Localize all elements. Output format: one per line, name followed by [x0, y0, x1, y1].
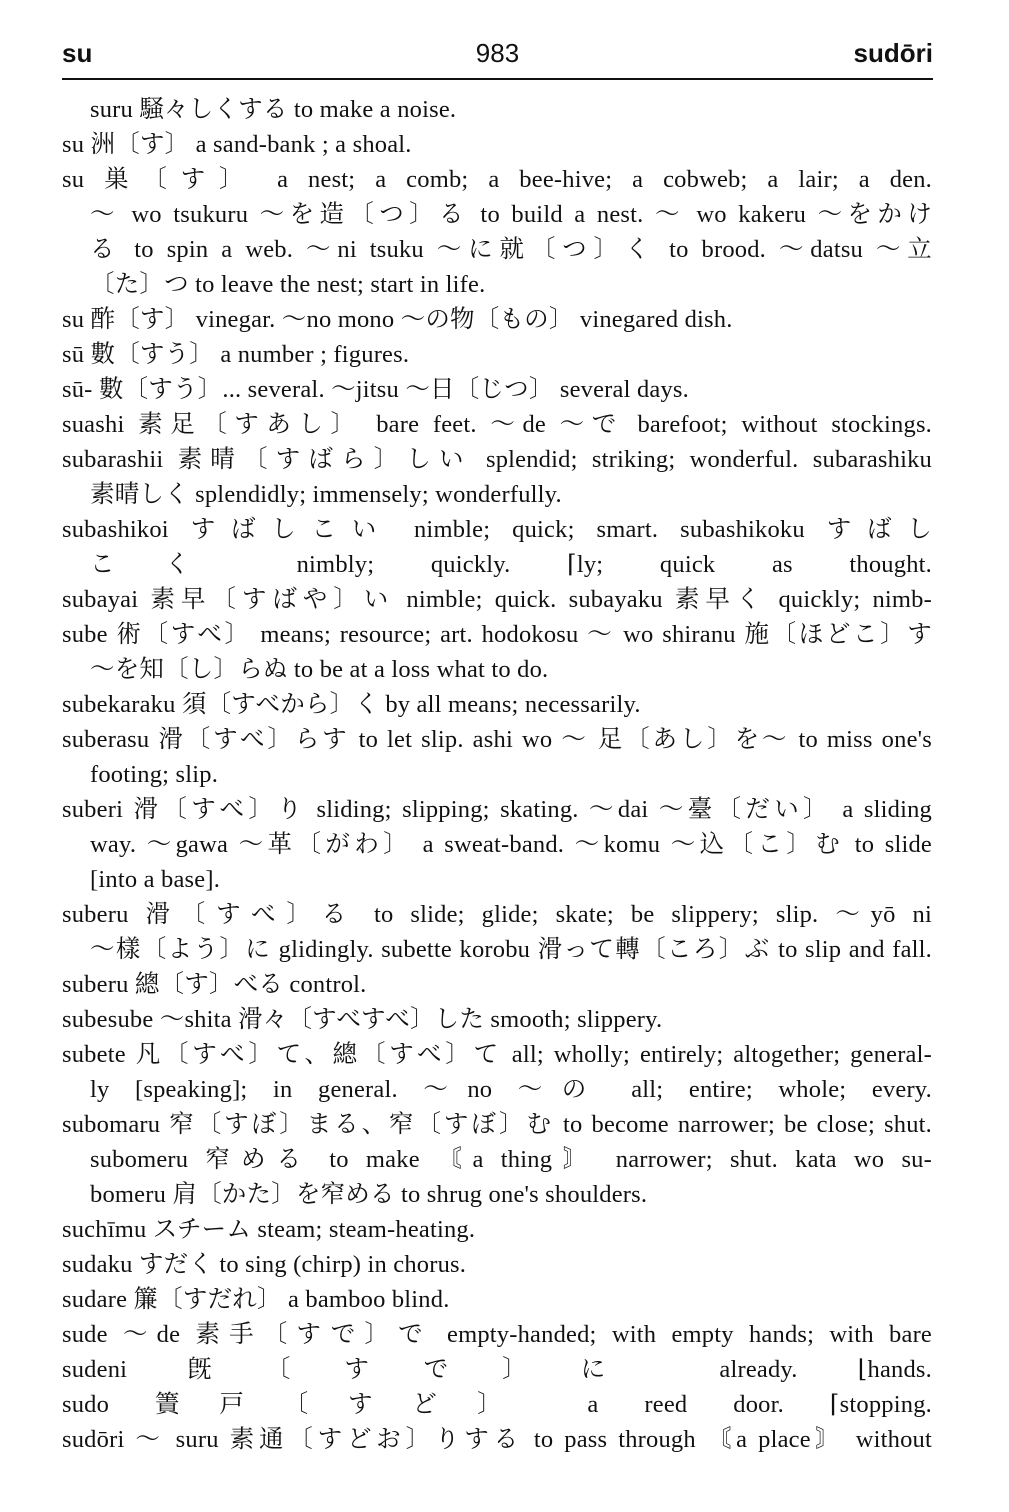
entry-line: suberi 滑〔すべ〕り sliding; slipping; skating. ～dai ～臺〔だい〕 a sliding — [62, 796, 932, 823]
entry-line: sudōri ～ suru 素通〔すどお〕りする to pass through 〘a place〙 without — [62, 1426, 932, 1453]
entry-line: ly [speaking]; in general. ～no ～の all; entire; whole; every. — [90, 1076, 932, 1103]
page-number: 983 — [475, 38, 520, 68]
entry-line: footing; slip. — [90, 761, 219, 788]
entry-line: sudo 簀戸〔すど〕 a reed door. ⌈stopping. — [62, 1391, 932, 1418]
entry-line: way. ～gawa ～革〔がわ〕 a sweat-band. ～komu ～込〔こ〕む to slide — [90, 831, 932, 858]
entry-line: suashi 素足〔すあし〕 bare feet. ～de ～で barefoot; without stockings. — [62, 411, 932, 438]
entry-line: ～ wo tsukuru ～を造〔つ〕る to build a nest. ～ wo kakeru ～をかけ — [90, 201, 932, 228]
entry-line: subashikoi すばしこい nimble; quick; smart. subashikoku すばし — [62, 516, 932, 543]
entry-line: bomeru 肩〔かた〕を窄める to shrug one's shoulders. — [90, 1181, 648, 1208]
entry-line: [into a base]. — [90, 866, 221, 893]
entry-line: る to spin a web. ～ni tsuku ～に就〔つ〕く to brood. ～datsu ～立 — [90, 236, 932, 263]
entry-line: suberu 總〔す〕べる control. — [62, 971, 367, 998]
entry-line: subesube ～shita 滑々〔すべすべ〕した smooth; slippery. — [62, 1006, 663, 1033]
entry-line: suberu 滑〔すべ〕る to slide; glide; skate; be slippery; slip. ～yō ni — [62, 901, 932, 928]
entry-line: suchīmu スチーム steam; steam-heating. — [62, 1216, 476, 1243]
entry-line: suberasu 滑〔すべ〕らす to let slip. ashi wo ～ 足〔あし〕を～ to miss one's — [62, 726, 932, 753]
entry-line: sudare 簾〔すだれ〕 a bamboo blind. — [62, 1286, 450, 1313]
header-left-guide-word: su — [62, 38, 93, 68]
entry-line: suru 騒々しくする to make a noise. — [90, 96, 457, 123]
entry-line: su 洲〔す〕 a sand-bank ; a shoal. — [62, 131, 412, 158]
entry-line: sū- 數〔すう〕... several. ～jitsu ～日〔じつ〕 several days. — [62, 376, 689, 403]
page-header — [62, 34, 933, 80]
entry-line: 素晴しく splendidly; immensely; wonderfully. — [90, 481, 562, 508]
entry-line: ～を知〔し〕らぬ to be at a loss what to do. — [90, 656, 549, 683]
entry-line: subomaru 窄〔すぼ〕まる、窄〔すぼ〕む to become narrower; be close; shut. — [62, 1111, 932, 1138]
entry-line: ～樣〔よう〕に glidingly. subette korobu 滑って轉〔ころ〕ぶ to slip and fall. — [90, 936, 932, 963]
dictionary-entries — [62, 92, 932, 1457]
entry-line: subekaraku 須〔すべから〕く by all means; necessarily. — [62, 691, 641, 718]
entry-line: subomeru 窄める to make 〘a thing〙 narrower; shut. kata wo su- — [90, 1146, 932, 1173]
entry-line: sudeni 旣〔すで〕に already. ⌊hands. — [62, 1356, 932, 1383]
entry-line: sube 術〔すべ〕 means; resource; art. hodokosu ～ wo shiranu 施〔ほどこ〕す — [62, 621, 932, 648]
entry-line: subayai 素早〔すばや〕い nimble; quick. subayaku 素早く quickly; nimb- — [62, 586, 932, 613]
entry-line: su 酢〔す〕 vinegar. ～no mono ～の物〔もの〕 vinegared dish. — [62, 306, 733, 333]
entry-line: sudaku すだく to sing (chirp) in chorus. — [62, 1251, 467, 1278]
entry-line: 〔た〕つ to leave the nest; start in life. — [90, 271, 486, 298]
entry-line: subarashii 素晴〔すばら〕しい splendid; striking; wonderful. subarashiku — [62, 446, 932, 473]
entry-line: こく nimbly; quickly. ⌈ly; quick as thought. — [90, 551, 932, 578]
entry-line: sū 數〔すう〕 a number ; figures. — [62, 341, 410, 368]
entry-line: sude ～de 素手〔すで〕で empty-handed; with empty hands; with bare — [62, 1321, 932, 1348]
header-right-guide-word: sudōri — [853, 38, 933, 68]
entry-line: subete 凡〔すべ〕て、總〔すべ〕て all; wholly; entirely; altogether; general- — [62, 1041, 932, 1068]
entry-line: su 巣〔す〕 a nest; a comb; a bee-hive; a cobweb; a lair; a den. — [62, 166, 932, 193]
